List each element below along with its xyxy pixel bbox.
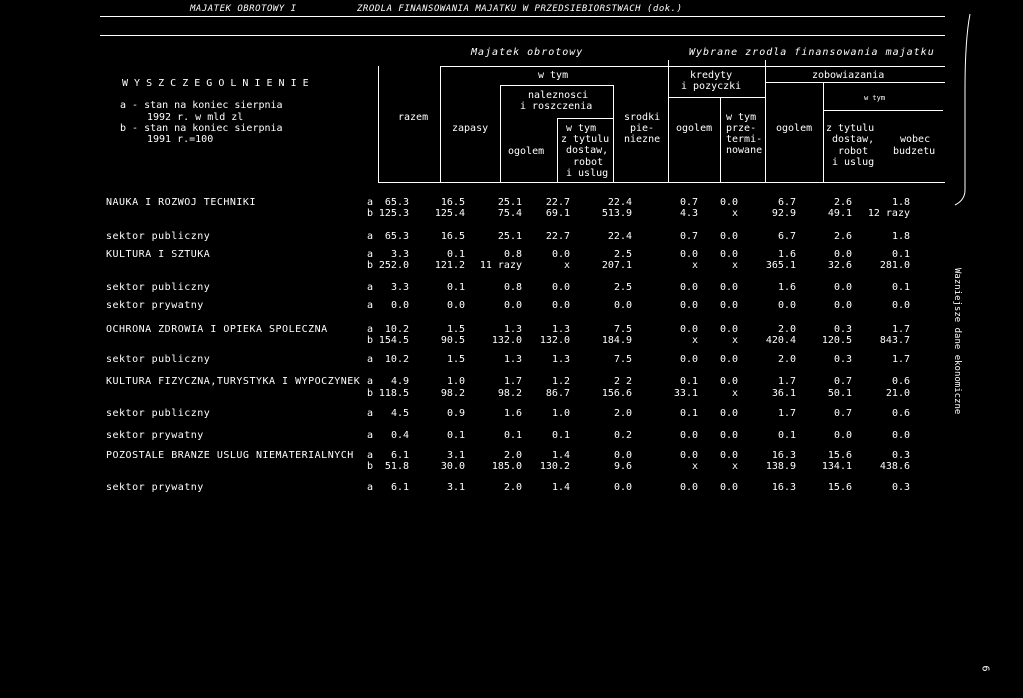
hline-5 xyxy=(668,97,765,98)
table-cell: 843.7 xyxy=(879,335,910,346)
table-cell: 0.0 xyxy=(679,482,698,493)
table-cell: 0.9 xyxy=(446,408,465,419)
table-cell: 0.8 xyxy=(503,249,522,260)
hline-7 xyxy=(823,110,943,111)
table-cell: 25.1 xyxy=(497,197,522,208)
table-cell: 0.0 xyxy=(679,249,698,260)
row-label: KULTURA FIZYCZNA,TURYSTYKA I WYPOCZYNEK xyxy=(106,376,361,387)
table-cell: x xyxy=(731,260,738,271)
table-cell: 0.0 xyxy=(551,300,570,311)
table-cell: 0.0 xyxy=(833,282,852,293)
col-kredyty-1: kredyty xyxy=(690,70,733,81)
stub-line-4: 1991 r.=100 xyxy=(147,134,214,145)
table-cell: 3.3 xyxy=(390,282,409,293)
table-cell: 0.0 xyxy=(719,482,738,493)
table-cell: 0.0 xyxy=(679,324,698,335)
table-cell: 30.0 xyxy=(440,461,465,472)
col-tytulu-2: dostaw, xyxy=(566,145,609,156)
table-cell: x xyxy=(691,461,698,472)
col-przet-2: prze- xyxy=(726,123,757,134)
row-marker: b xyxy=(367,260,374,271)
table-cell: 3.1 xyxy=(446,482,465,493)
table-cell: 0.0 xyxy=(679,354,698,365)
table-cell: 4.3 xyxy=(679,208,698,219)
row-marker: a xyxy=(367,231,374,242)
vline-8 xyxy=(765,60,766,182)
table-cell: 16.5 xyxy=(440,197,465,208)
row-marker: b xyxy=(367,335,374,346)
table-cell: 0.0 xyxy=(551,282,570,293)
table-cell: 98.2 xyxy=(440,388,465,399)
hline-4 xyxy=(668,66,945,67)
header-rule xyxy=(100,35,945,36)
table-cell: 118.5 xyxy=(378,388,409,399)
row-marker: a xyxy=(367,354,374,365)
table-cell: 2.0 xyxy=(777,324,796,335)
table-cell: 0.0 xyxy=(719,408,738,419)
table-cell: 156.6 xyxy=(601,388,632,399)
table-cell: 1.7 xyxy=(777,376,796,387)
col-naleznosci-1: naleznosci xyxy=(528,90,589,101)
table-cell: 1.0 xyxy=(551,408,570,419)
table-cell: 2.6 xyxy=(833,197,852,208)
hline-8 xyxy=(378,182,945,183)
row-label: sektor publiczny xyxy=(106,231,211,242)
table-cell: 0.0 xyxy=(719,231,738,242)
table-cell: 0.7 xyxy=(679,231,698,242)
row-marker: a xyxy=(367,300,374,311)
table-cell: 25.1 xyxy=(497,231,522,242)
table-cell: 12 razy xyxy=(867,208,910,219)
table-cell: 6.7 xyxy=(777,231,796,242)
table-cell: 0.0 xyxy=(833,430,852,441)
table-cell: 0.0 xyxy=(679,450,698,461)
table-cell: 1.3 xyxy=(551,324,570,335)
table-cell: 1.5 xyxy=(446,324,465,335)
table-cell: 0.1 xyxy=(446,282,465,293)
table-cell: x xyxy=(691,260,698,271)
table-cell: 1.6 xyxy=(777,249,796,260)
table-cell: 0.1 xyxy=(679,376,698,387)
col-tytulu-3: robot xyxy=(573,157,604,168)
table-cell: 1.0 xyxy=(446,376,465,387)
table-cell: 184.9 xyxy=(601,335,632,346)
stub-title: W Y S Z C Z E G O L N I E N I E xyxy=(122,78,309,89)
col-kred-ogolem: ogolem xyxy=(676,123,713,134)
table-title-right: ZRODLA FINANSOWANIA MAJATKU W PRZEDSIEBIORSTWACH (dok.) xyxy=(357,4,683,14)
table-cell: 0.1 xyxy=(891,249,910,260)
table-cell: 125.3 xyxy=(378,208,409,219)
col-tytulu-4: i uslug xyxy=(566,168,609,179)
table-cell: 130.2 xyxy=(539,461,570,472)
stub-line-1: a - stan na koniec sierpnia xyxy=(120,100,283,111)
table-cell: 0.0 xyxy=(719,282,738,293)
page-edge-curve xyxy=(940,0,980,210)
hline-6 xyxy=(765,82,945,83)
table-cell: 0.0 xyxy=(719,430,738,441)
table-cell: 49.1 xyxy=(827,208,852,219)
stub-line-2: 1992 r. w mld zl xyxy=(147,112,244,123)
table-cell: 6.1 xyxy=(390,450,409,461)
table-cell: 0.0 xyxy=(719,324,738,335)
table-cell: x xyxy=(691,335,698,346)
table-cell: 0.7 xyxy=(679,197,698,208)
table-cell: 4.9 xyxy=(390,376,409,387)
table-cell: 0.0 xyxy=(891,300,910,311)
col-zapasy: zapasy xyxy=(452,123,489,134)
vline-9 xyxy=(823,82,824,182)
table-cell: x xyxy=(731,461,738,472)
table-cell: 0.3 xyxy=(833,354,852,365)
table-cell: 0.1 xyxy=(777,430,796,441)
table-cell: 120.5 xyxy=(821,335,852,346)
stub-line-3: b - stan na koniec sierpnia xyxy=(120,123,283,134)
table-cell: 0.3 xyxy=(891,450,910,461)
table-cell: 86.7 xyxy=(545,388,570,399)
table-cell: x xyxy=(731,388,738,399)
table-cell: 2.0 xyxy=(777,354,796,365)
table-cell: 3.3 xyxy=(390,249,409,260)
table-cell: 0.0 xyxy=(613,482,632,493)
title-rule xyxy=(100,16,945,17)
row-marker: b xyxy=(367,461,374,472)
table-cell: 0.0 xyxy=(719,249,738,260)
table-cell: 0.1 xyxy=(446,430,465,441)
table-cell: 0.0 xyxy=(613,450,632,461)
table-cell: 1.8 xyxy=(891,231,910,242)
page-number: 6 xyxy=(979,665,991,672)
table-cell: 0.0 xyxy=(891,430,910,441)
table-cell: 2.5 xyxy=(613,282,632,293)
table-cell: 92.9 xyxy=(771,208,796,219)
table-cell: 90.5 xyxy=(440,335,465,346)
row-marker: a xyxy=(367,450,374,461)
table-cell: 134.1 xyxy=(821,461,852,472)
table-cell: 0.1 xyxy=(891,282,910,293)
row-marker: b xyxy=(367,208,374,219)
col-naleznosci-2: i roszczenia xyxy=(520,101,593,112)
col-przet-3: termi- xyxy=(726,134,763,145)
table-cell: 0.7 xyxy=(833,376,852,387)
table-cell: 1.6 xyxy=(503,408,522,419)
col-wobec-1: wobec xyxy=(900,134,931,145)
table-cell: 0.0 xyxy=(777,300,796,311)
table-cell: 0.0 xyxy=(613,300,632,311)
table-cell: 21.0 xyxy=(885,388,910,399)
table-cell: 0.4 xyxy=(390,430,409,441)
table-cell: 36.1 xyxy=(771,388,796,399)
table-cell: 1.7 xyxy=(891,354,910,365)
table-cell: 154.5 xyxy=(378,335,409,346)
col-srodki-1: srodki xyxy=(624,112,661,123)
table-cell: 125.4 xyxy=(434,208,465,219)
table-cell: 2.0 xyxy=(613,408,632,419)
row-label: sektor publiczny xyxy=(106,282,211,293)
table-cell: 0.0 xyxy=(719,354,738,365)
group-header-right: Wybrane zrodla finansowania majatku xyxy=(689,47,935,58)
row-label: sektor prywatny xyxy=(106,430,204,441)
row-label: sektor prywatny xyxy=(106,482,204,493)
table-cell: 1.5 xyxy=(446,354,465,365)
table-cell: 0.1 xyxy=(679,408,698,419)
col-razem: razem xyxy=(398,112,429,123)
row-marker: a xyxy=(367,408,374,419)
table-cell: 75.4 xyxy=(497,208,522,219)
col-zob-ogolem: ogolem xyxy=(776,123,813,134)
table-cell: 185.0 xyxy=(491,461,522,472)
table-cell: 2.6 xyxy=(833,231,852,242)
row-label: KULTURA I SZTUKA xyxy=(106,249,211,260)
table-cell: 1.2 xyxy=(551,376,570,387)
row-marker: a xyxy=(367,282,374,293)
table-cell: 0.0 xyxy=(679,282,698,293)
col-zob-t1: z tytulu xyxy=(826,123,875,134)
table-cell: 1.4 xyxy=(551,482,570,493)
row-marker: a xyxy=(367,376,374,387)
row-marker: b xyxy=(367,388,374,399)
table-cell: 1.7 xyxy=(503,376,522,387)
table-cell: 16.3 xyxy=(771,482,796,493)
hline-3 xyxy=(557,118,613,119)
table-cell: 6.1 xyxy=(390,482,409,493)
vline-4 xyxy=(557,118,558,182)
table-cell: 33.1 xyxy=(673,388,698,399)
col-zob-wtym: w tym xyxy=(864,94,886,102)
col-srodki-2: pie- xyxy=(630,123,655,134)
col-kredyty-2: i pozyczki xyxy=(681,81,742,92)
col-zob-t3: robot xyxy=(838,146,869,157)
side-running-title: Wazniejsze dane ekonomiczne xyxy=(952,268,962,415)
col-srodki-3: niezne xyxy=(624,134,661,145)
table-cell: 281.0 xyxy=(879,260,910,271)
table-cell: 121.2 xyxy=(434,260,465,271)
table-cell: 0.0 xyxy=(390,300,409,311)
table-cell: 0.7 xyxy=(833,408,852,419)
table-cell: 0.1 xyxy=(503,430,522,441)
vline-5 xyxy=(613,85,614,182)
col-zob-t2: dostaw, xyxy=(832,134,875,145)
table-cell: 98.2 xyxy=(497,388,522,399)
table-cell: 1.3 xyxy=(551,354,570,365)
table-cell: 0.6 xyxy=(891,408,910,419)
table-cell: 0.8 xyxy=(503,282,522,293)
table-cell: 22.7 xyxy=(545,197,570,208)
table-title-left: MAJATEK OBROTOWY I xyxy=(190,4,297,14)
table-cell: 0.1 xyxy=(446,249,465,260)
table-cell: 0.0 xyxy=(446,300,465,311)
table-cell: 132.0 xyxy=(491,335,522,346)
table-cell: 22.7 xyxy=(545,231,570,242)
table-cell: 7.5 xyxy=(613,354,632,365)
table-cell: 1.7 xyxy=(777,408,796,419)
table-cell: 0.3 xyxy=(833,324,852,335)
col-wtym2: w tym xyxy=(566,123,597,134)
table-cell: 1.7 xyxy=(891,324,910,335)
vline-7 xyxy=(720,97,721,182)
row-label: sektor publiczny xyxy=(106,354,211,365)
table-cell: 0.0 xyxy=(719,197,738,208)
table-cell: 2.0 xyxy=(503,482,522,493)
col-przet-1: w tym xyxy=(726,112,757,123)
table-cell: 0.2 xyxy=(613,430,632,441)
table-cell: 1.3 xyxy=(503,354,522,365)
table-cell: 0.3 xyxy=(891,482,910,493)
group-header-left: Majatek obrotowy xyxy=(471,47,584,58)
table-cell: 513.9 xyxy=(601,208,632,219)
table-cell: 16.5 xyxy=(440,231,465,242)
table-cell: 1.4 xyxy=(551,450,570,461)
vline-6 xyxy=(668,60,669,182)
table-cell: 420.4 xyxy=(765,335,796,346)
table-cell: 2.0 xyxy=(503,450,522,461)
row-marker: a xyxy=(367,482,374,493)
table-cell: 51.8 xyxy=(384,461,409,472)
table-cell: 132.0 xyxy=(539,335,570,346)
table-cell: 0.0 xyxy=(833,249,852,260)
table-cell: 11 razy xyxy=(479,260,522,271)
row-label: sektor publiczny xyxy=(106,408,211,419)
row-marker: a xyxy=(367,197,374,208)
col-zobowiazania: zobowiazania xyxy=(812,70,885,81)
hline-2 xyxy=(500,85,613,86)
col-w-tym: w tym xyxy=(538,70,569,81)
table-cell: 2 2 xyxy=(613,376,632,387)
table-cell: 3.1 xyxy=(446,450,465,461)
table-cell: 1.3 xyxy=(503,324,522,335)
row-marker: a xyxy=(367,324,374,335)
col-wobec-2: budzetu xyxy=(893,146,936,157)
table-cell: 6.7 xyxy=(777,197,796,208)
table-cell: 207.1 xyxy=(601,260,632,271)
row-label: sektor prywatny xyxy=(106,300,204,311)
table-cell: 32.6 xyxy=(827,260,852,271)
table-cell: 0.0 xyxy=(719,450,738,461)
vline-2 xyxy=(440,66,441,182)
table-cell: 65.3 xyxy=(384,231,409,242)
table-cell: 1.8 xyxy=(891,197,910,208)
table-cell: 0.0 xyxy=(833,300,852,311)
table-cell: 10.2 xyxy=(384,354,409,365)
table-cell: 438.6 xyxy=(879,461,910,472)
table-cell: 10.2 xyxy=(384,324,409,335)
table-cell: 4.5 xyxy=(390,408,409,419)
table-cell: 50.1 xyxy=(827,388,852,399)
table-cell: 0.0 xyxy=(719,376,738,387)
table-cell: 0.6 xyxy=(891,376,910,387)
table-cell: 138.9 xyxy=(765,461,796,472)
row-label: NAUKA I ROZWOJ TECHNIKI xyxy=(106,197,256,208)
table-cell: 252.0 xyxy=(378,260,409,271)
hline-1 xyxy=(440,66,668,67)
table-cell: x xyxy=(563,260,570,271)
row-marker: a xyxy=(367,430,374,441)
table-cell: 69.1 xyxy=(545,208,570,219)
table-cell: 2.5 xyxy=(613,249,632,260)
table-cell: 0.0 xyxy=(719,300,738,311)
row-marker: a xyxy=(367,249,374,260)
table-cell: 1.6 xyxy=(777,282,796,293)
table-cell: 15.6 xyxy=(827,450,852,461)
table-cell: 0.0 xyxy=(503,300,522,311)
table-cell: 65.3 xyxy=(384,197,409,208)
col-ogolem: ogolem xyxy=(508,146,545,157)
table-cell: 9.6 xyxy=(613,461,632,472)
table-cell: 0.0 xyxy=(679,430,698,441)
table-cell: 15.6 xyxy=(827,482,852,493)
table-cell: x xyxy=(731,335,738,346)
col-tytulu-1: z tytulu xyxy=(561,134,610,145)
vline-3 xyxy=(500,85,501,182)
row-label: POZOSTALE BRANZE USLUG NIEMATERIALNYCH xyxy=(106,450,354,461)
table-cell: 16.3 xyxy=(771,450,796,461)
vline-1 xyxy=(378,66,379,182)
table-cell: 7.5 xyxy=(613,324,632,335)
table-cell: 22.4 xyxy=(607,197,632,208)
col-zob-t4: i uslug xyxy=(832,157,875,168)
table-cell: 22.4 xyxy=(607,231,632,242)
table-cell: 365.1 xyxy=(765,260,796,271)
row-label: OCHRONA ZDROWIA I OPIEKA SPOLECZNA xyxy=(106,324,328,335)
table-cell: x xyxy=(731,208,738,219)
table-cell: 0.0 xyxy=(679,300,698,311)
col-przet-4: nowane xyxy=(726,145,763,156)
table-cell: 0.1 xyxy=(551,430,570,441)
table-cell: 0.0 xyxy=(551,249,570,260)
